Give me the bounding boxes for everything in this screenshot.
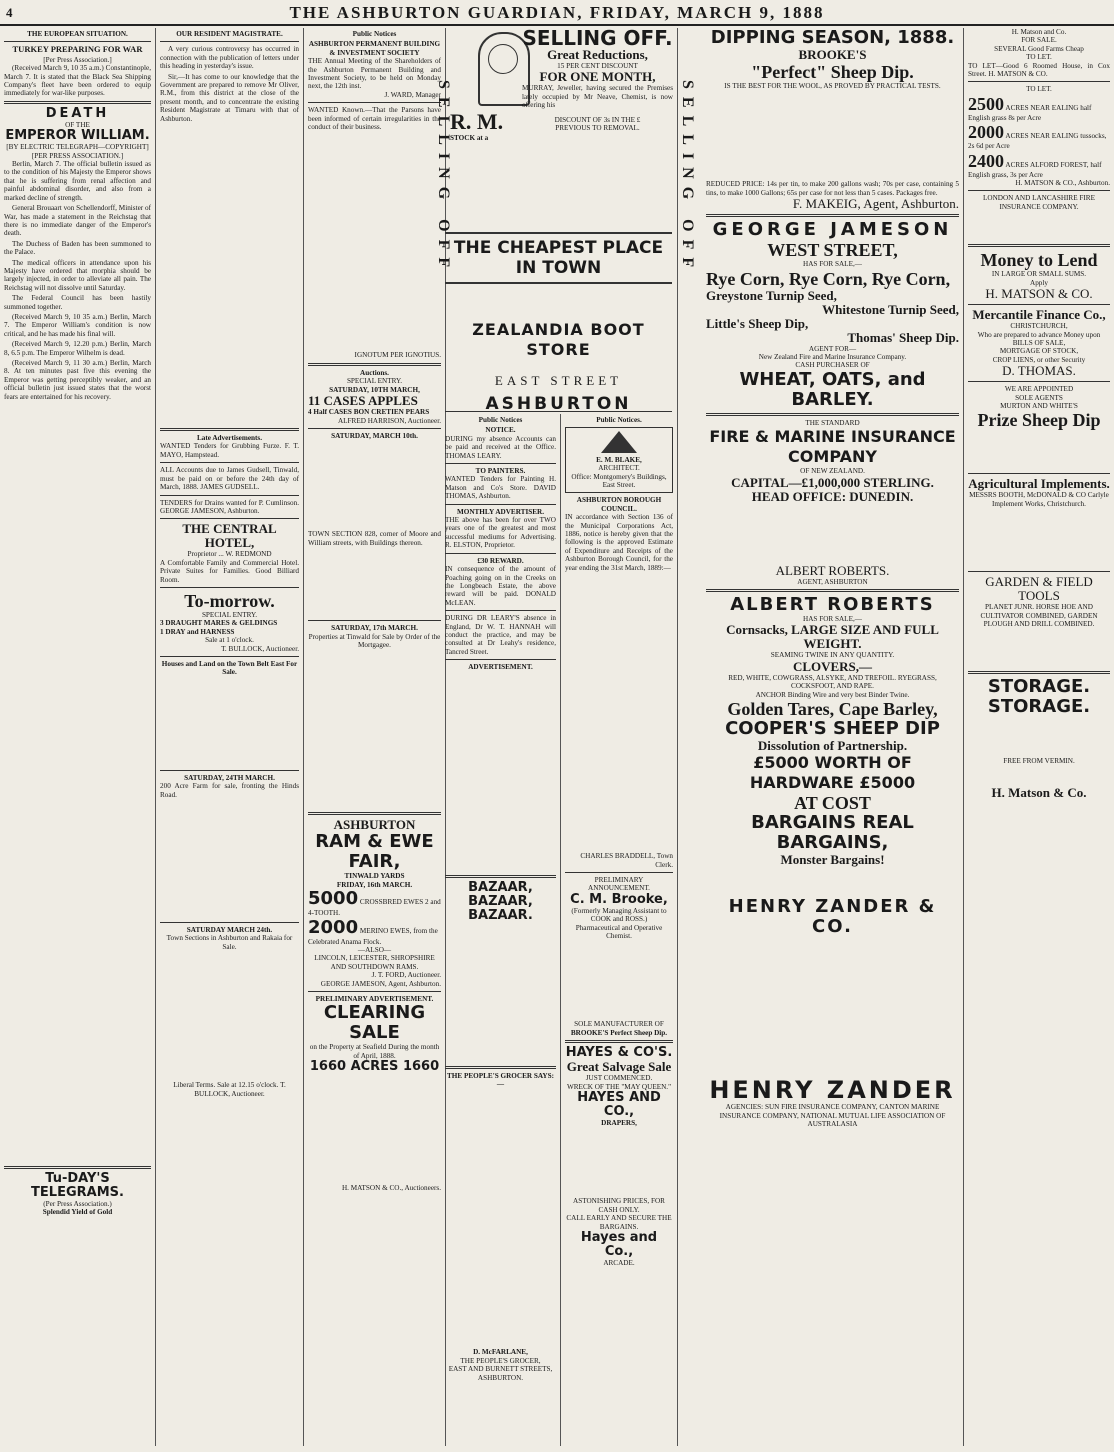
paragraph: General Brouaart von Schellendorff, Minister of War, has made a statement in the Reichstag that there is no immediate danger of the Emperor's death. <box>4 204 151 238</box>
ad-central-hotel: THE CENTRAL HOTEL, <box>182 521 277 551</box>
vertical-selling-off-right: SELLING OFF <box>679 80 696 276</box>
heading-notice: NOTICE. <box>485 426 516 435</box>
money-to-lend: Money to Lend <box>980 250 1098 271</box>
press-association-note: (Per Press Association.) <box>43 1200 112 1209</box>
good-farms: SEVERAL Good Farms Cheap <box>994 44 1084 53</box>
also: —ALSO— <box>357 945 392 954</box>
of-new-zealand: OF NEW ZEALAND. <box>800 467 865 476</box>
divider <box>308 812 441 815</box>
ad-properties-tinwald: Properties at Tinwald for Sale by Order of the Mortgagee. <box>308 632 441 649</box>
ad-body-filler <box>968 628 1110 668</box>
heading-advertisement: ADVERTISEMENT. <box>468 663 533 672</box>
signature-ignotum: IGNOTUM PER IGNOTIUS. <box>354 351 441 360</box>
divider <box>706 214 959 217</box>
call-early: CALL EARLY AND SECURE THE BARGAINS. <box>566 1214 672 1231</box>
signature-manager: J. WARD, Manager <box>384 90 441 99</box>
paragraph: Sir,—It has come to our knowledge that the Government are prepared to remove Mr Oliver, R.M., from this district at the close of the present month, and to concentrate the existing Resident Magistrate at Timaru with that of Ashburton. <box>160 72 299 123</box>
just-commenced: JUST COMMENCED. <box>585 1074 653 1083</box>
hayes-signature: Hayes and Co., <box>580 1230 658 1259</box>
has-for-sale-2: HAS FOR SALE,— <box>803 615 862 624</box>
land-desc: ACRES ALFORD FOREST, half English grass, 3s per Acre <box>968 160 1102 179</box>
planet-junior: PLANET JUNR. HORSE HOE AND CULTIVATOR COMBINED, GARDEN PLOUGH AND DRILL COMBINED. <box>980 603 1098 628</box>
hotel-proprietor: Proprietor ... W. REDMOND <box>187 550 272 559</box>
heading-european-situation: THE EUROPEAN SITUATION. <box>27 30 128 38</box>
wheat-oats-barley: WHEAT, OATS, and BARLEY. <box>739 368 926 410</box>
divider <box>565 872 673 873</box>
brooke-chemist: Pharmaceutical and Operative Chemist. <box>575 923 663 940</box>
article-magistrate <box>160 45 299 123</box>
dissolution: Dissolution of Partnership. <box>757 738 908 754</box>
lot-desc: MERINO EWES, from the Celebrated Anama Flock. <box>308 926 438 946</box>
column-6 <box>702 28 964 1446</box>
sole-agents: SOLE AGENTS <box>1015 393 1063 402</box>
brooke-formerly: (Formerly Managing Assistant to COOK and ROSS.) <box>571 906 667 924</box>
vertical-selling-off-left: SELLING OFF <box>435 80 452 276</box>
divider <box>308 620 441 621</box>
ad-body-filler <box>706 504 959 564</box>
heading-to-painters: TO PAINTERS. <box>475 467 526 476</box>
heading-resident-magistrate: OUR RESIDENT MAGISTRATE. <box>176 30 283 38</box>
architect-name: E. M. BLAKE, <box>596 455 642 464</box>
ram-breeds: LINCOLN, LEICESTER, SHROPSHIRE AND SOUTHDOWN RAMS. <box>314 954 435 971</box>
notice-meeting: THE Annual Meeting of the Shareholders of the Ashburton Permanent Building and Investment Society, to be held on Monday next, the 12th inst. <box>308 57 441 91</box>
column-3 <box>304 28 446 1446</box>
heading-peoples-grocer: THE PEOPLE'S GROCER SAYS:— <box>447 1071 554 1088</box>
article-emperor <box>4 160 151 401</box>
divider <box>160 770 299 771</box>
divider <box>445 1066 556 1069</box>
heading-monthly-advertiser: MONTHLY ADVERTISER. <box>456 507 545 516</box>
monster-bargains: Monster Bargains! <box>780 852 885 868</box>
divider <box>160 41 299 42</box>
divider <box>445 875 556 878</box>
brookes: BROOKE'S <box>798 47 867 62</box>
column-2 <box>156 28 304 1446</box>
divider <box>968 190 1110 191</box>
divider <box>308 102 441 103</box>
ad-body-filler <box>968 717 1110 757</box>
lot-pears: 4 Half CASES BON CRETIEN PEARS <box>308 408 430 417</box>
auctioneer-ford: J. T. FORD, Auctioneer. <box>371 971 441 980</box>
heading-clearing-sale: CLEARING SALE <box>323 1002 426 1044</box>
auctioneer-harrison: ALFRED HARRISON, Auctioneer. <box>337 416 441 425</box>
paragraph: A very curious controversy has occurred in connection with the publication of letters under this heading in yesterday's issue. <box>160 45 299 71</box>
date-sat-24b: SATURDAY MARCH 24th. <box>186 926 273 934</box>
clock-face <box>488 44 518 74</box>
ad-body-filler <box>308 1074 441 1184</box>
divider <box>308 428 441 429</box>
east-street: EAST STREET <box>494 373 623 388</box>
hayes-title: HAYES & CO'S. <box>565 1045 673 1061</box>
to-let-2: TO LET. <box>1026 85 1052 94</box>
mercantile-finance: Mercantile Finance Co., <box>972 307 1106 323</box>
clover-types: RED, WHITE, COWGRASS, ALSYKE, AND TREFOIL. RYEGRASS, COCKSFOOT, AND RAPE. <box>728 673 937 691</box>
whitestone-turnip: Whitestone Turnip Seed, <box>822 301 959 317</box>
agent-for: AGENT FOR— <box>808 344 857 353</box>
notice-poaching: IN consequence of the amount of Poaching going on in the Creeks on the Longbeach Estate, the above reward will be paid. DONALD McLEAN. <box>445 565 556 607</box>
thomas-sheep-dip: Thomas' Sheep Dip. <box>847 329 959 345</box>
heading-george-jameson: GEORGE JAMESON <box>712 219 953 241</box>
triangle-icon <box>601 431 637 453</box>
grocer-title: THE PEOPLE'S GROCER, <box>460 1356 541 1365</box>
town-clerk: CHARLES BRADDELL, Town Clerk. <box>580 852 673 869</box>
brookes-sheep-dip: BROOKE'S Perfect Sheep Dip. <box>570 1028 668 1037</box>
hardware-5000: £5000 WORTH OF HARDWARE £5000 <box>749 753 916 793</box>
land-2500 <box>968 94 1110 122</box>
divider <box>968 244 1110 247</box>
divider <box>706 589 959 592</box>
lot-desc: CROSSBRED EWES 2 and 4-TOOTH. <box>308 898 441 918</box>
reduced-price: REDUCED PRICE: 14s per tin, to make 200 gallons wash; 70s per case, containing 5 tins, to make 1000 Gallons; 65s per case for not less than 5 cases. Packages free. <box>706 180 959 197</box>
perfect-sheep-dip: "Perfect" Sheep Dip. <box>751 62 914 82</box>
bills-of-sale: BILLS OF SALE, <box>1012 338 1066 347</box>
heading-zealandia: ZEALANDIA BOOT STORE <box>472 320 645 359</box>
acreage: 2400 <box>968 150 1004 171</box>
masthead-title: THE ASHBURTON GUARDIAN, FRIDAY, MARCH 9, 1888 <box>289 3 825 22</box>
henry-zander: HENRY ZANDER <box>709 1076 956 1105</box>
heading-selling-off: SELLING OFF. <box>522 28 673 50</box>
architect-office: Office: Montgomery's Buildings, East Street. <box>571 472 667 490</box>
land-2400 <box>968 151 1110 179</box>
discount-3s: DISCOUNT OF 3s IN THE £ <box>554 115 641 124</box>
article-turkey <box>4 64 151 98</box>
land-desc: ACRES NEAR EALING half English grass 8s per Acre <box>968 103 1092 122</box>
divider <box>160 495 299 496</box>
for-sale: FOR SALE. <box>1021 36 1057 45</box>
anchor-binding: ANCHOR Binding Wire and very best Binder Twine. <box>755 690 910 699</box>
paragraph: Berlin, March 7. The official bulletin issued as to the condition of his Majesty the Emperor shows that he is suffering from renal affection and painful abdominal disorder, and also from a marked decline of strength. <box>4 160 151 202</box>
heading-cheapest-place: THE CHEAPEST PLACE IN TOWN <box>445 232 672 284</box>
divider <box>4 41 151 42</box>
column-4-notices <box>441 414 561 1446</box>
arcade: ARCADE. <box>603 1259 635 1267</box>
electric-telegraph-note: [BY ELECTRIC TELEGRAPH—COPYRIGHT] <box>6 143 149 152</box>
divider <box>445 504 556 505</box>
brooke-name: C. M. Brooke, <box>570 891 668 907</box>
has-for-sale: HAS FOR SALE,— <box>803 260 862 269</box>
divider <box>968 81 1110 82</box>
ad-town-sections: Town Sections in Ashburton and Rakaia for Sale. <box>166 934 293 951</box>
ad-body-filler <box>706 90 959 180</box>
page-number: 4 <box>6 5 13 20</box>
heading-building-society: ASHBURTON PERMANENT BUILDING & INVESTMENT SOCIETY <box>308 40 441 57</box>
ad-body-filler <box>308 547 441 617</box>
ad-furze: WANTED Tenders for Grubbing Furze. F. T. MAYO, Hampstead. <box>160 442 299 459</box>
heading-preliminary: PRELIMINARY ANNOUNCEMENT. <box>588 875 650 893</box>
divider <box>160 462 299 463</box>
cornsacks: Cornsacks, LARGE SIZE AND FULL WEIGHT. <box>726 622 939 652</box>
divider <box>445 463 556 464</box>
clearing-details: on the Property at Seafield During the month of April, 1888. <box>309 1043 440 1060</box>
heading-public-notices: Public Notices. <box>596 416 642 424</box>
ad-body-filler <box>160 677 299 767</box>
ad-body-filler <box>308 131 441 351</box>
drapers: DRAPERS, <box>601 1118 637 1127</box>
ad-body-filler <box>968 508 1110 568</box>
bargains: BARGAINS REAL BARGAINS, <box>751 812 914 854</box>
land-desc: ACRES NEAR EALING tussocks, 2s 6d per Acre <box>968 132 1107 151</box>
lot-dray: 1 DRAY and HARNESS <box>160 627 235 636</box>
grocer-address: EAST AND BURNETT STREETS, ASHBURTON. <box>448 1365 553 1382</box>
divider <box>968 381 1110 382</box>
agricultural-implements: Agricultural Implements. <box>968 476 1110 492</box>
ad-body-filler <box>706 867 959 897</box>
ad-body-filler <box>706 937 959 1077</box>
hayes-and-co: HAYES AND CO., <box>577 1089 661 1119</box>
acres-1660: 1660 ACRES 1660 <box>309 1059 440 1075</box>
matson-2: H. MATSON & CO. <box>985 286 1093 302</box>
hotel-description: A Comfortable Family and Commercial Hotel. Private Suites for Families. Good Billiard Room. <box>160 558 299 584</box>
paragraph: The Duchess of Baden has been summoned to the Palace. <box>4 239 151 257</box>
head-office: HEAD OFFICE: DUNEDIN. <box>751 488 914 504</box>
matson-3: H. Matson & Co. <box>991 784 1087 800</box>
christchurch: CHRISTCHURCH, <box>1010 322 1068 331</box>
agent-ashburton: AGENT, ASHBURTON <box>797 577 868 586</box>
heading-reward: £30 REWARD. <box>477 556 524 565</box>
to-let-house: TO LET—Good 6 Roomed House, in Cox Street. H. MATSON & CO. <box>968 61 1110 79</box>
notice-dr-leary: DURING DR LEARY'S absence in England, Dr W. T. HANNAH will conduct the practice, and may be consulted at Dr Leahy's residence, Tancred Street. <box>445 614 556 656</box>
ad-body-filler <box>968 430 1110 470</box>
heading-public-notices: Public Notices <box>478 416 523 424</box>
divider <box>4 1166 151 1169</box>
ad-body-filler <box>308 440 441 530</box>
divider <box>4 101 151 104</box>
divider <box>565 1040 673 1043</box>
coopers-sheep-dip: COOPER'S SHEEP DIP <box>725 718 940 740</box>
murton-white: MURTON AND WHITE'S <box>1000 401 1078 410</box>
rye-corn: Rye Corn, Rye Corn, Rye Corn, <box>706 268 951 289</box>
ad-body-filler <box>308 649 441 809</box>
heading-auctions: Auctions. <box>360 368 389 377</box>
for-one-month: FOR ONE MONTH, <box>539 69 656 85</box>
tinwald-yards: TINWALD YARDS <box>344 872 405 881</box>
paragraph: (Received March 9, 12.20 p.m.) Berlin, March 8, 6.5 p.m. The Emperor Wilhelm is dead. <box>4 340 151 357</box>
sale-time: Sale at 1 o'clock. <box>205 636 254 645</box>
ad-terms: Liberal Terms. Sale at 12.15 o'clock. T. BULLOCK, Auctioneer. <box>173 1081 286 1098</box>
architect-title: ARCHITECT. <box>598 464 640 473</box>
golden-tares: Golden Tares, Cape Barley, <box>727 699 938 720</box>
ad-body-filler <box>160 951 299 1081</box>
we-are-appointed: WE ARE APPOINTED <box>1004 385 1074 394</box>
paragraph: (Received March 9, 10 35 a.m.) Berlin, March 7. The Emperor William's condition is now critical, and he has made his final will. <box>4 312 151 338</box>
notice-absence: DURING my absence Accounts can be paid and received at the Office. THOMAS LEARY. <box>445 434 556 460</box>
ad-houses-land: Houses and Land on the Town Belt East For Sale. <box>161 659 298 677</box>
acreage: 2500 <box>968 93 1004 114</box>
astonishing-prices: ASTONISHING PRICES, FOR CASH ONLY. <box>573 1197 665 1214</box>
paragraph: The Federal Council has been hastily summoned together. <box>4 294 151 311</box>
ashburton-label: ASHBURTON <box>445 400 672 412</box>
ad-blake-architect <box>565 427 673 493</box>
apply: Apply <box>1030 278 1048 287</box>
lot-crossbred <box>308 889 441 917</box>
heading-tomorrow: To-morrow. <box>184 590 275 611</box>
lot-number: 5000 <box>308 888 359 910</box>
littles-sheep-dip: Little's Sheep Dip, <box>706 315 809 331</box>
heading-gold-yield: Splendid Yield of Gold <box>42 1208 113 1217</box>
date-sat-10b: SATURDAY, MARCH 10th. <box>331 431 418 440</box>
ad-body-filler <box>565 940 673 1020</box>
heading-of-the: OF THE <box>65 120 90 129</box>
paragraph: (Received March 9, 10 35 a.m.) Constantinople, March 7. It is stated that the Black Sea Shipping Company's fleet have been ordered to equip immediately for war-like purposes. <box>4 64 151 98</box>
large-small-sums: IN LARGE OR SMALL SUMS. <box>991 270 1087 279</box>
paragraph: The medical officers in attendance upon his Majesty have ordered that morphia should be largely injected, in order to alleviate all pain. The Reichstag will not dissolve until Saturday. <box>4 258 151 292</box>
heading-dipping-season: DIPPING SEASON, 1888. <box>710 28 955 48</box>
divider <box>968 571 1110 572</box>
cash-purchaser: CASH PURCHASER OF <box>795 361 870 370</box>
column-1 <box>0 28 156 1446</box>
estimates-table-filler <box>565 572 673 852</box>
storage: STORAGE. STORAGE. <box>987 676 1091 718</box>
murray-notice: MURRAY, Jeweller, having secured the Premises lately occupied by Mr Neave, Chemist, is now offering his <box>522 84 673 110</box>
lot-number: 2000 <box>308 916 359 938</box>
article-body-filler <box>160 125 299 425</box>
heading-late-advertisements: Late Advertisements. <box>196 434 263 443</box>
press-association-note: [PER PRESS ASSOCIATION.] <box>31 151 124 160</box>
date-friday: FRIDAY, 16th MARCH. <box>336 880 413 889</box>
lot-apples: 11 CASES APPLES <box>308 393 418 409</box>
divider <box>445 610 556 611</box>
london-lancashire: LONDON AND LANCASHIRE FIRE INSURANCE COMPANY. <box>982 194 1095 211</box>
clovers: CLOVERS,— <box>792 658 873 674</box>
date-sat-24: SATURDAY, 24TH MARCH. <box>184 773 275 782</box>
ad-gudsell: ALL Accounts due to James Gudsell, Tinwald, must be paid on or before the 24th day of March, 1888. JAMES GUDSELL. <box>160 466 299 492</box>
special-entry: SPECIAL ENTRY. <box>201 610 258 619</box>
ad-body-filler <box>160 799 299 919</box>
heading-borough-council: ASHBURTON BOROUGH COUNCIL. <box>576 496 662 513</box>
garden-field-tools: GARDEN & FIELD TOOLS <box>985 574 1093 604</box>
column-5 <box>561 414 678 1446</box>
salvage-sale: Great Salvage Sale <box>566 1059 672 1075</box>
prize-sheep-dip: Prize Sheep Dip <box>977 410 1101 431</box>
heading-public-notices: Public Notices <box>352 30 397 38</box>
nz-fire-marine: New Zealand Fire and Marine Insurance Company. <box>758 353 907 362</box>
lot-draught-mares: 3 DRAUGHT MARES & GELDINGS <box>160 619 278 628</box>
date-sat-17: SATURDAY, 17th MARCH. <box>331 624 418 633</box>
agencies: AGENCIES: SUN FIRE INSURANCE COMPANY, CANTON MARINE INSURANCE COMPANY, NATIONAL MUTUAL LIFE ASSOCIATION OF AUSTRALASIA <box>719 1103 946 1128</box>
ad-body-filler <box>445 672 556 872</box>
divider <box>160 922 299 923</box>
d-thomas: D. THOMAS. <box>1002 363 1076 379</box>
best-for-wool: IS THE BEST FOR THE WOOL, AS PROVED BY PRACTICAL TESTS. <box>724 82 941 90</box>
date-sat-10: SATURDAY, 10TH MARCH, <box>329 385 420 394</box>
ad-farm: 200 Acre Farm for sale, fronting the Hinds Road. <box>160 782 299 799</box>
ad-town-section: TOWN SECTION 828, corner of Moore and William streets, with Buildings thereon. <box>308 530 441 547</box>
sole-manufacturer: SOLE MANUFACTURER OF <box>574 1020 664 1029</box>
divider <box>160 428 299 431</box>
lot-merino <box>308 918 441 946</box>
divider <box>160 518 299 519</box>
ad-body-filler <box>565 1127 673 1197</box>
divider <box>706 413 959 416</box>
grocer-name: D. McFARLANE, <box>473 1348 528 1357</box>
paragraph: (Received March 9, 11 30 a.m.) Berlin, March 8. At ten minutes past five this evening the Emperor was getting perceptibly weaker, and an official bulletin just issued states that the worst fears are entertained for his recovery. <box>4 359 151 401</box>
agent-jameson: GEORGE JAMESON, Agent, Ashburton. <box>320 979 441 988</box>
crop-liens: CROP LIENS, or other Security <box>992 355 1086 364</box>
matson-sig: H. MATSON & CO., Ashburton. <box>1015 179 1110 188</box>
divider <box>968 473 1110 474</box>
heading-turkey-war: TURKEY PREPARING FOR WAR <box>12 44 143 55</box>
mortgage-stock: MORTGAGE OF STOCK, <box>999 347 1079 356</box>
masthead <box>0 0 1114 26</box>
divider <box>308 363 441 366</box>
heading-emperor-william: EMPEROR WILLIAM. <box>5 128 150 144</box>
ad-drains: TENDERS for Drains wanted for P. Cumlinson. GEORGE JAMESON, Ashburton. <box>160 498 299 515</box>
capital: CAPITAL—£1,000,000 STERLING. <box>731 474 934 490</box>
divider <box>160 587 299 588</box>
divider <box>968 304 1110 305</box>
greystone-turnip: Greystone Turnip Seed, <box>706 287 837 303</box>
the-standard: THE STANDARD <box>805 418 860 427</box>
heading-death: DEATH <box>45 105 110 121</box>
ad-body-filler <box>445 1088 556 1348</box>
notice-advertiser: THE above has been for over TWO years one of the greatest and most successful mediums for Advertising. R. ELSTON, Proprietor. <box>445 516 556 550</box>
great-reductions: Great Reductions, <box>547 47 648 62</box>
auctioneer: T. BULLOCK, Auctioneer. <box>221 644 299 653</box>
discount-15: 15 PER CENT DISCOUNT <box>557 62 638 70</box>
notice-painting: WANTED Tenders for Painting H. Matson and Co's Store. DAVID THOMAS, Ashburton. <box>445 475 556 501</box>
seaming-twine: SEAMING TWINE IN ANY QUANTITY. <box>770 651 895 660</box>
matson-header: H. Matson and Co. <box>1011 28 1067 36</box>
heading-preliminary: PRELIMINARY ADVERTISEMENT. <box>315 995 434 1003</box>
heading-ashburton: ASHBURTON <box>333 817 416 833</box>
booth-mcdonald: MESSRS BOOTH, McDONALD & CO Carlyle Implement Works, Christchurch. <box>969 491 1109 508</box>
council-notice: IN accordance with Section 136 of the Municipal Corporations Act, 1886, notice is hereby given that the following is the approved Estimate of Expenditure and Receipts of the Ashburton Borough Council, for the year ending the 31st March, 1889:— <box>565 513 673 572</box>
albert-roberts-agent: ALBERT ROBERTS. <box>775 562 890 578</box>
heading-todays-telegrams: Tu-DAY'S TELEGRAMS. <box>31 1171 124 1201</box>
press-association: [Per Press Association.] <box>43 55 112 64</box>
rm-initials: R. M. <box>450 109 504 134</box>
west-street: WEST STREET, <box>767 240 898 261</box>
ad-body-filler <box>968 211 1110 241</box>
auctioneers-matson: H. MATSON & CO., Auctioneers. <box>341 1184 441 1193</box>
ad-body-filler <box>445 923 556 1063</box>
agent-makeig: F. MAKEIG, Agent, Ashburton. <box>792 196 959 212</box>
henry-zander-co: HENRY ZANDER & CO. <box>728 896 937 938</box>
land-2000 <box>968 122 1110 150</box>
heading-ram-ewe-fair: RAM & EWE FAIR, <box>315 831 434 873</box>
cheapest-banner <box>441 232 676 302</box>
wreck-may-queen: WRECK OF THE "MAY QUEEN." <box>566 1082 672 1091</box>
article-body-filler <box>4 403 151 1163</box>
previous-removal: PREVIOUS TO REMOVAL. <box>555 124 640 133</box>
ad-wanted-known: WANTED Known.—That the Parsons have been informed of certain irregularities in the conduct of their business. <box>308 106 441 132</box>
free-from-vermin: FREE FROM VERMIN. <box>1003 757 1075 766</box>
special-entry: SPECIAL ENTRY. <box>346 377 403 386</box>
at-cost: AT COST <box>794 793 871 814</box>
divider <box>445 553 556 554</box>
to-let-heading: TO LET. <box>1026 53 1052 62</box>
divider <box>160 656 299 657</box>
divider <box>968 671 1110 674</box>
zealandia-banner <box>441 302 676 412</box>
divider <box>445 659 556 660</box>
stock-at-a: STOCK at a <box>450 134 489 142</box>
acreage: 2000 <box>968 122 1004 143</box>
divider <box>308 991 441 992</box>
fire-marine-insurance: FIRE & MARINE INSURANCE COMPANY <box>709 427 956 467</box>
advance-money: Who are prepared to advance Money upon <box>977 330 1101 339</box>
column-7 <box>964 28 1114 1446</box>
heading-bazaar: BAZAAR, BAZAAR, BAZAAR. <box>468 879 533 923</box>
heading-albert-roberts: ALBERT ROBERTS <box>730 594 935 616</box>
